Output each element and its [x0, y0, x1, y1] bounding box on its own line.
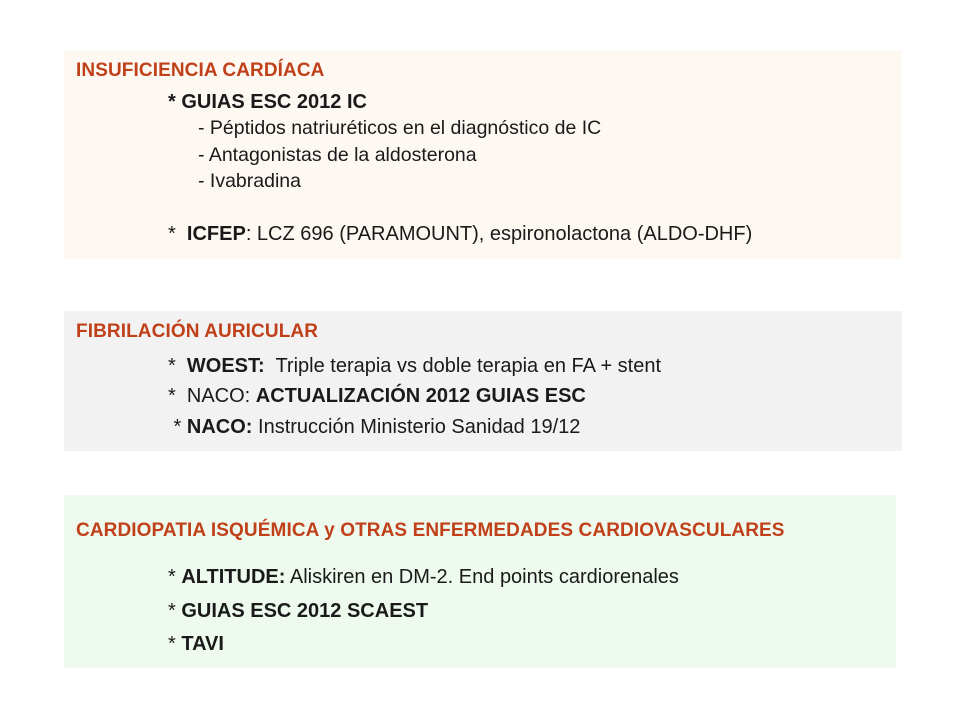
item-guias-esc-ic	[168, 90, 367, 114]
item-icfep-text: : LCZ 696 (PARAMOUNT), espironolactona (ALDO-DHF)	[245, 223, 753, 245]
subitem-ivabradina: - Ivabradina	[198, 170, 301, 192]
section-title-cardiopatia-isquemica: CARDIOPATIA ISQUÉMICA y OTRAS ENFERMEDADES CARDIOVASCULARES	[76, 520, 785, 541]
item-tavi-label: TAVI	[181, 633, 224, 655]
item-naco-instruccion	[168, 415, 580, 439]
item-altitude-bullet: *	[168, 566, 182, 588]
item-naco-actualizacion-prefix: * NACO:	[168, 385, 256, 407]
item-woest	[168, 354, 661, 378]
item-woest-bullet: *	[168, 355, 187, 377]
section-title-insuficiencia-cardiaca: INSUFICIENCIA CARDÍACA	[76, 60, 325, 81]
item-altitude-label: ALTITUDE:	[181, 566, 286, 588]
item-guias-esc-ic-label: * GUIAS ESC 2012 IC	[168, 91, 367, 113]
subitem-peptidos: - Péptidos natriuréticos en el diagnóstico de IC	[198, 117, 602, 139]
item-tavi-bullet: *	[168, 633, 182, 655]
item-woest-label: WOEST:	[186, 355, 265, 377]
item-guias-scaest-label: GUIAS ESC 2012 SCAEST	[181, 600, 429, 622]
item-guias-scaest-bullet: *	[168, 600, 182, 622]
item-icfep-bullet: *	[168, 223, 187, 245]
item-altitude	[168, 565, 679, 589]
section-cardiopatia-isquemica	[64, 495, 896, 668]
item-naco-instruccion-bullet: *	[168, 416, 187, 438]
section-title-fibrilacion-auricular: FIBRILACIÓN AURICULAR	[76, 321, 319, 342]
item-icfep	[168, 222, 752, 246]
item-naco-actualizacion	[168, 384, 586, 408]
section-fibrilacion-auricular	[64, 311, 902, 451]
subitem-antagonistas: - Antagonistas de la aldosterona	[198, 144, 477, 166]
item-naco-instruccion-label: NACO:	[186, 416, 253, 438]
item-icfep-label: ICFEP	[186, 223, 246, 245]
item-naco-actualizacion-label: ACTUALIZACIÓN 2012 GUIAS ESC	[255, 385, 586, 407]
item-naco-instruccion-text: Instrucción Ministerio Sanidad 19/12	[252, 416, 581, 438]
item-altitude-text: Aliskiren en DM-2. End points cardiorenales	[285, 566, 679, 588]
section-insuficiencia-cardiaca	[64, 50, 902, 259]
item-tavi	[168, 632, 224, 656]
item-guias-scaest	[168, 599, 428, 623]
item-woest-text: Triple terapia vs doble terapia en FA + stent	[264, 355, 662, 377]
